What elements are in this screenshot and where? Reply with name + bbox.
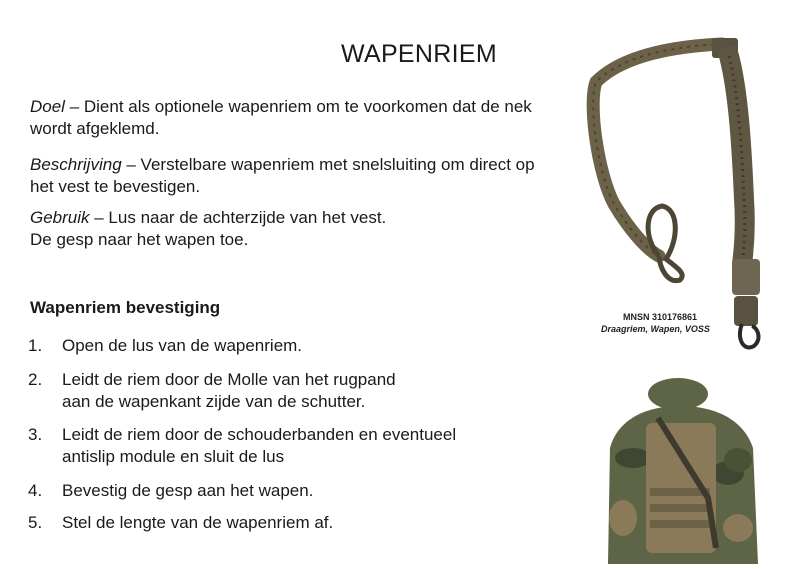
strap-shape [593, 44, 722, 256]
step-line: Leidt de riem door de schouderbanden en eventueel [62, 425, 457, 444]
glove-shape [724, 448, 752, 472]
doel-paragraph [30, 96, 550, 140]
step-text [62, 512, 542, 534]
page-title: WAPENRIEM [341, 40, 497, 68]
beschrijving-paragraph [30, 154, 550, 198]
step-text [62, 480, 542, 502]
doel-text: – Dient als optionele wapenriem om te voorkomen dat de nek wordt afgeklemd. [30, 97, 532, 138]
step-number: 1. [28, 336, 43, 355]
step-line: Bevestig de gesp aan het wapen. [62, 481, 314, 500]
quick-release-clip [732, 259, 760, 295]
bungee-section [729, 56, 745, 264]
step-text [62, 424, 542, 468]
doel-label: Doel [30, 97, 65, 116]
step-line: aan de wapenkant zijde van de schutter. [62, 392, 366, 411]
beschrijving-text: – Verstelbare wapenriem met snelsluiting om direct op het vest te bevestigen. [30, 155, 535, 196]
helmet-shape [648, 378, 708, 410]
beschrijving-label: Beschrijving [30, 155, 122, 174]
step-line: antislip module en sluit de lus [62, 447, 285, 466]
gebruik-text-line2: De gesp naar het wapen toe. [30, 230, 249, 249]
step-number: 4. [28, 481, 43, 500]
step-line: Leidt de riem door de Molle van het rugpand [62, 370, 396, 389]
gebruik-paragraph [30, 207, 550, 251]
section-heading: Wapenriem bevestiging [30, 298, 221, 317]
gebruik-label: Gebruik [30, 208, 90, 227]
step-line: Open de lus van de wapenriem. [62, 336, 303, 355]
gebruik-text-line1: – Lus naar de achterzijde van het vest. [89, 208, 387, 227]
soldier-photo [598, 378, 763, 564]
step-text [62, 369, 542, 413]
strap-loop [648, 206, 682, 281]
image-caption-code: MNSN 310176861 [623, 312, 698, 322]
step-number: 5. [28, 513, 43, 532]
step-number: 3. [28, 425, 43, 444]
image-caption-desc: Draagriem, Wapen, VOSS [601, 324, 710, 334]
step-number: 2. [28, 370, 43, 389]
step-line: Stel de lengte van de wapenriem af. [62, 513, 334, 532]
step-text [62, 335, 542, 357]
